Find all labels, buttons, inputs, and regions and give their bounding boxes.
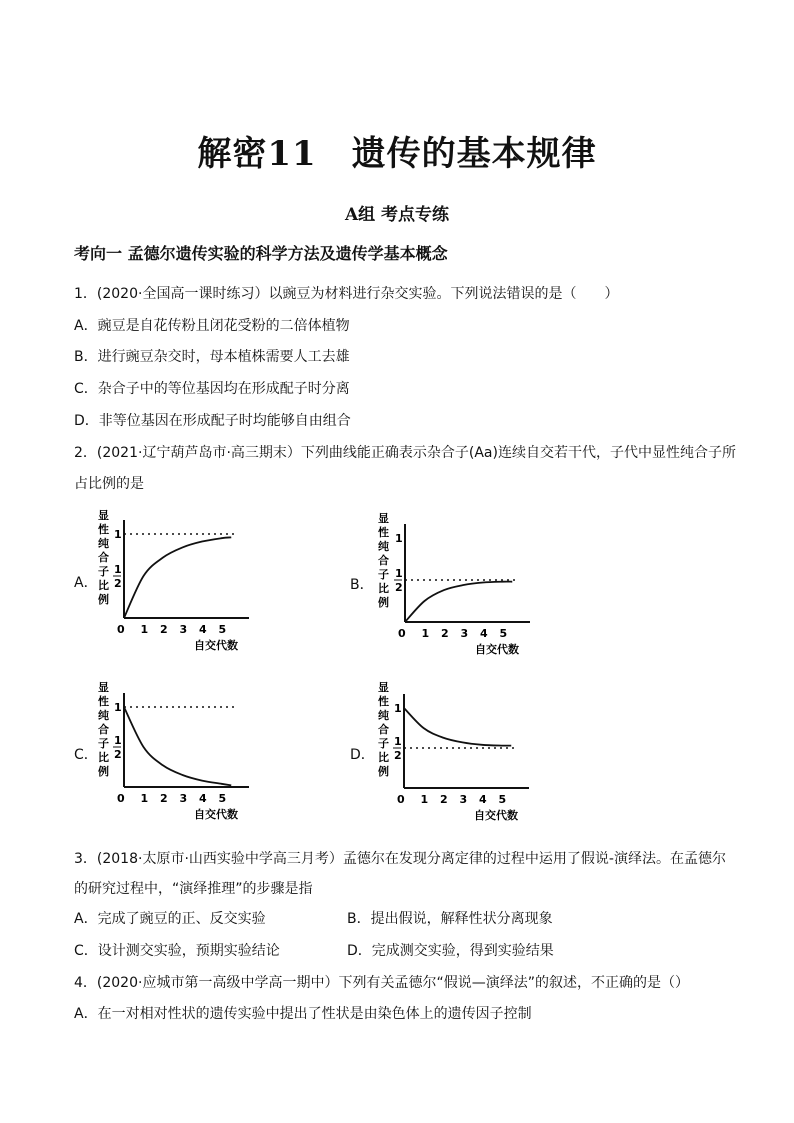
x-tick-label: 0 (398, 627, 406, 640)
chart-d (372, 677, 542, 827)
y-axis-label-char: 比 (98, 579, 109, 592)
y-axis-label-char: 显 (378, 681, 389, 694)
y-tick-label: 1 (114, 701, 122, 714)
y-axis-label-char: 例 (98, 765, 109, 778)
y-axis-label-char: 例 (378, 765, 389, 778)
x-tick-label: 4 (480, 627, 488, 640)
y-tick-label: 1 (114, 528, 122, 541)
y-axis-label-char: 比 (378, 751, 389, 764)
y-axis-label-char: 性 (98, 695, 109, 708)
y-axis-label-char: 子 (378, 568, 389, 581)
x-tick-label: 2 (160, 792, 168, 805)
y-axis-label-char: 合 (98, 551, 109, 564)
q2-stem-line1: 2．(2021·辽宁葫芦岛市·高三期末）下列曲线能正确表示杂合子(Aa)连续自交若干代，子代中显性纯合子所 (74, 445, 736, 461)
x-tick-label: 0 (117, 623, 125, 636)
x-tick-label: 2 (160, 623, 168, 636)
y-axis-label-char: 子 (98, 737, 109, 750)
x-tick-label: 4 (199, 792, 207, 805)
q4-stem: 4．(2020·应城市第一高级中学高一期中）下列有关孟德尔“假说—演绎法”的叙述，不正确的是（） (74, 975, 689, 991)
y-axis-label-char: 性 (378, 526, 389, 539)
chart-a (92, 505, 262, 655)
q3-stem-line2: 的研究过程中，“演绎推理”的步骤是指 (74, 881, 313, 897)
y-axis-label-char: 显 (378, 512, 389, 525)
y-axis-label-char: 合 (98, 723, 109, 736)
x-tick-label: 1 (140, 792, 149, 805)
x-tick-label: 1 (420, 793, 429, 806)
x-tick-label: 5 (218, 623, 227, 636)
y-tick-label-denominator: 2 (395, 581, 403, 594)
q2-label-d: D． (350, 747, 375, 763)
y-tick-label-numerator: 1 (114, 734, 122, 747)
chart-c (92, 677, 262, 827)
x-axis-label: 自交代数 (194, 639, 238, 652)
y-tick-label-numerator: 1 (394, 735, 402, 748)
q1-option-b: B．进行豌豆杂交时，母本植株需要人工去雄 (74, 349, 350, 365)
data-curve (124, 537, 231, 618)
y-tick-label-denominator: 2 (114, 577, 122, 590)
x-tick-label: 0 (397, 793, 405, 806)
y-axis-label-char: 子 (378, 737, 389, 750)
q1-stem: 1．(2020·全国高一课时练习）以豌豆为材料进行杂交实验。下列说法错误的是（ ） (74, 286, 619, 302)
q3-option-d: D．完成测交实验，得到实验结果 (347, 943, 554, 959)
x-tick-label: 5 (499, 627, 508, 640)
x-tick-label: 3 (179, 623, 188, 636)
x-tick-label: 4 (479, 793, 487, 806)
q1-option-d: D．非等位基因在形成配子时均能够自由组合 (74, 413, 351, 429)
y-tick-label-numerator: 1 (395, 567, 403, 580)
y-axis-label-char: 性 (378, 695, 389, 708)
q2-label-b: B． (350, 577, 374, 593)
data-curve (405, 582, 512, 622)
x-tick-label: 5 (498, 793, 507, 806)
x-tick-label: 3 (179, 792, 188, 805)
x-tick-label: 3 (459, 793, 468, 806)
y-axis-label-char: 性 (98, 523, 109, 536)
section-heading: 考向一 孟德尔遗传实验的科学方法及遗传学基本概念 (74, 244, 448, 263)
y-axis-label-char: 比 (378, 582, 389, 595)
x-tick-label: 5 (218, 792, 227, 805)
y-axis-label-char: 比 (98, 751, 109, 764)
y-axis-label-char: 例 (378, 596, 389, 609)
y-tick-label: 1 (395, 532, 403, 545)
q4-option-a: A．在一对相对性状的遗传实验中提出了性状是由染色体上的遗传因子控制 (74, 1006, 532, 1022)
q3-stem-line1: 3．(2018·太原市·山西实验中学高三月考）孟德尔在发现分离定律的过程中运用了假说-演绎法。在孟德尔 (74, 851, 726, 867)
y-axis-label-char: 例 (98, 593, 109, 606)
q1-option-a: A．豌豆是自花传粉且闭花受粉的二倍体植物 (74, 318, 350, 334)
page-title: 解密11 遗传的基本规律 (197, 134, 597, 174)
group-heading: A组 考点专练 (344, 205, 450, 225)
y-axis-label-char: 纯 (378, 709, 389, 722)
y-axis-label-char: 纯 (98, 709, 109, 722)
q3-option-b: B．提出假说，解释性状分离现象 (347, 911, 553, 927)
x-tick-label: 4 (199, 623, 207, 636)
y-axis-label-char: 合 (378, 723, 389, 736)
x-axis-label: 自交代数 (474, 809, 518, 822)
y-axis-label-char: 显 (98, 509, 109, 522)
y-axis-label-char: 纯 (378, 540, 389, 553)
x-axis-label: 自交代数 (475, 643, 519, 656)
x-tick-label: 1 (140, 623, 149, 636)
y-tick-label-denominator: 2 (394, 749, 402, 762)
y-axis-label-char: 子 (98, 565, 109, 578)
q2-label-c: C． (74, 747, 98, 763)
y-axis-label-char: 显 (98, 681, 109, 694)
y-tick-label-denominator: 2 (114, 748, 122, 761)
x-tick-label: 2 (440, 793, 448, 806)
data-curve (124, 707, 231, 785)
x-tick-label: 0 (117, 792, 125, 805)
y-axis-label-char: 合 (378, 554, 389, 567)
x-tick-label: 2 (441, 627, 449, 640)
q1-option-c: C．杂合子中的等位基因均在形成配子时分离 (74, 381, 350, 397)
data-curve (404, 708, 511, 746)
x-tick-label: 1 (421, 627, 430, 640)
y-axis-label-char: 纯 (98, 537, 109, 550)
chart-b (372, 508, 542, 658)
y-tick-label-numerator: 1 (114, 563, 122, 576)
q3-option-c: C．设计测交实验，预期实验结论 (74, 943, 280, 959)
q2-label-a: A． (74, 575, 98, 591)
q3-option-a: A．完成了豌豆的正、反交实验 (74, 911, 266, 927)
q2-stem-line2: 占比例的是 (74, 476, 144, 492)
x-tick-label: 3 (460, 627, 469, 640)
x-axis-label: 自交代数 (194, 808, 238, 821)
y-tick-label: 1 (394, 702, 402, 715)
